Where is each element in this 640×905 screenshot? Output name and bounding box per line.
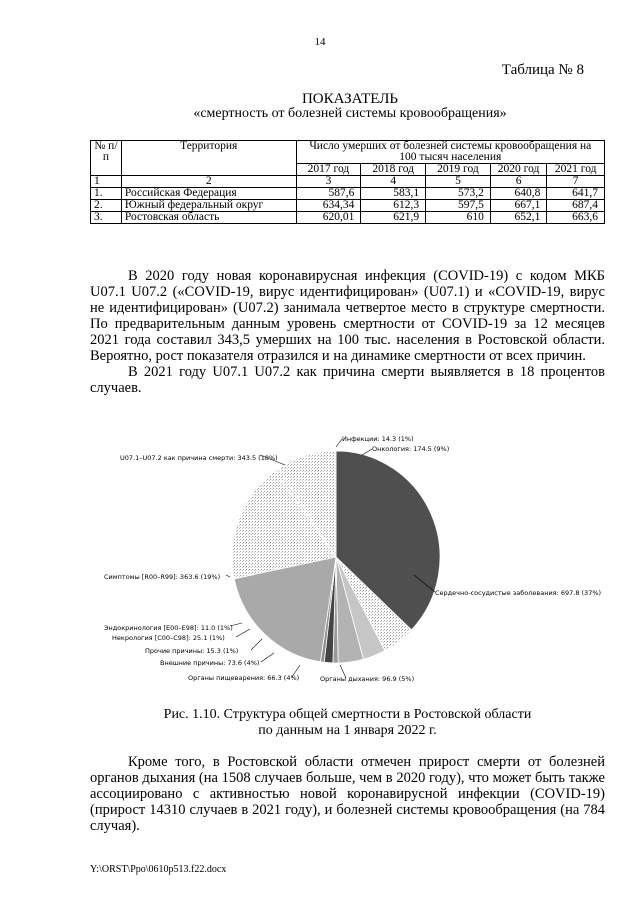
row-value: 634,34 — [296, 200, 361, 212]
row-number: 3. — [91, 212, 122, 224]
paragraph: В 2021 году U07.1 U07.2 как причина смерти выявляется в 18 процентов случаев. — [90, 364, 605, 396]
slice-label: Сердечно-сосудистые заболевания: 697.8 (37%) — [435, 589, 602, 597]
header-year: 2017 год — [296, 164, 361, 176]
index-cell: 3 — [296, 176, 361, 188]
table-index-row — [91, 176, 605, 188]
slice-label: Органы дыхания: 96.9 (5%) — [320, 675, 415, 683]
page-number: 14 — [314, 36, 326, 48]
index-cell: 4 — [361, 176, 426, 188]
row-value: 652,1 — [490, 212, 547, 224]
row-territory: Ростовская область — [121, 212, 296, 224]
row-value: 587,6 — [296, 188, 361, 200]
row-territory: Южный федеральный округ — [121, 200, 296, 212]
header-group: Число умерших от болезней системы кровообращения на 100 тысяч населения — [296, 141, 604, 164]
table-row — [91, 188, 605, 200]
row-value: 573,2 — [426, 188, 491, 200]
slice-label: Прочие причины: 15.3 (1%) — [145, 647, 239, 655]
slice-label: Органы пищеварения: 66.3 (4%) — [188, 674, 300, 682]
slice-label: Онкология: 174.5 (9%) — [372, 445, 450, 453]
caption-line: по данным на 1 января 2022 г. — [258, 723, 437, 738]
row-territory: Российская Федерация — [121, 188, 296, 200]
table-row — [91, 200, 605, 212]
row-value: 612,3 — [361, 200, 426, 212]
figure-caption — [90, 707, 605, 739]
body-text-1 — [90, 268, 605, 396]
header-territory: Территория — [121, 141, 296, 176]
row-value: 667,1 — [490, 200, 547, 212]
header-year: 2018 год — [361, 164, 426, 176]
caption-line: Рис. 1.10. Структура общей смертности в Ростовской области — [163, 707, 532, 722]
slice-label: U07.1–U07.2 как причина смерти: 343.5 (18%) — [120, 454, 278, 462]
pie-slices — [232, 451, 440, 663]
page-subtitle: «смертность от болезней системы кровообращения» — [193, 106, 507, 121]
paragraph: В 2020 году новая коронавирусная инфекция (COVID-19) с кодом МКБ U07.1 U07.2 («COVID-19, вирус идентифицирован» (U07.1) и «COVID-19, вирус не идентифицирован» (U07.2) занимала четвертое место в структуре смертности. По предварительным данным уровень смертности от COVID-19 за 12 месяцев 2021 года составил 343,5 умерших на 100 тыс. населения в Ростовской области. Вероятно, рост показателя отразился и на динамике смертности от всех причин. — [90, 268, 605, 364]
row-value: 620,01 — [296, 212, 361, 224]
row-value: 597,5 — [426, 200, 491, 212]
index-cell: 5 — [426, 176, 491, 188]
table-row — [91, 212, 605, 224]
row-number: 2. — [91, 200, 122, 212]
header-year: 2019 год — [426, 164, 491, 176]
header-year: 2021 год — [547, 164, 605, 176]
slice-label: Симптомы [R00–R99]: 363.6 (19%) — [104, 573, 221, 581]
row-value: 583,1 — [361, 188, 426, 200]
row-value: 640,8 — [490, 188, 547, 200]
body-text-2 — [90, 754, 605, 834]
pie-chart — [90, 425, 610, 693]
file-path-footer: Y:\ORST\Ppo\0610p513.f22.docx — [90, 864, 227, 875]
row-value: 687,4 — [547, 200, 605, 212]
row-value: 610 — [426, 212, 491, 224]
table-header-row — [91, 141, 605, 164]
page-title: ПОКАЗАТЕЛЬ — [301, 91, 399, 107]
row-value: 621,9 — [361, 212, 426, 224]
row-value: 663,6 — [547, 212, 605, 224]
index-cell: 7 — [547, 176, 605, 188]
header-number: № п/п — [91, 141, 122, 176]
header-year: 2020 год — [490, 164, 547, 176]
slice-label: Эндокринология [E00–E98]: 11.0 (1%) — [104, 624, 233, 632]
index-cell: 1 — [91, 176, 122, 188]
paragraph: Кроме того, в Ростовской области отмечен прирост смерти от болезней органов дыхания (на 1508 случаев больше, чем в 2020 году), что может быть также ассоциировано с активностью новой коронавирусной инфекции (COVID-19) (прирост 14310 случаев в 2021 году), и болезней системы кровообращения (на 784 случая). — [90, 754, 605, 834]
row-value: 641,7 — [547, 188, 605, 200]
index-cell: 2 — [121, 176, 296, 188]
slice-label: Некрология [C00–C98]: 25.1 (1%) — [112, 634, 225, 642]
slice-label: Инфекции: 14.3 (1%) — [342, 435, 414, 443]
slice-label: Внешние причины: 73.6 (4%) — [160, 659, 260, 667]
index-cell: 6 — [490, 176, 547, 188]
table-label: Таблица № 8 — [501, 62, 584, 78]
row-number: 1. — [91, 188, 122, 200]
mortality-table — [90, 140, 605, 224]
